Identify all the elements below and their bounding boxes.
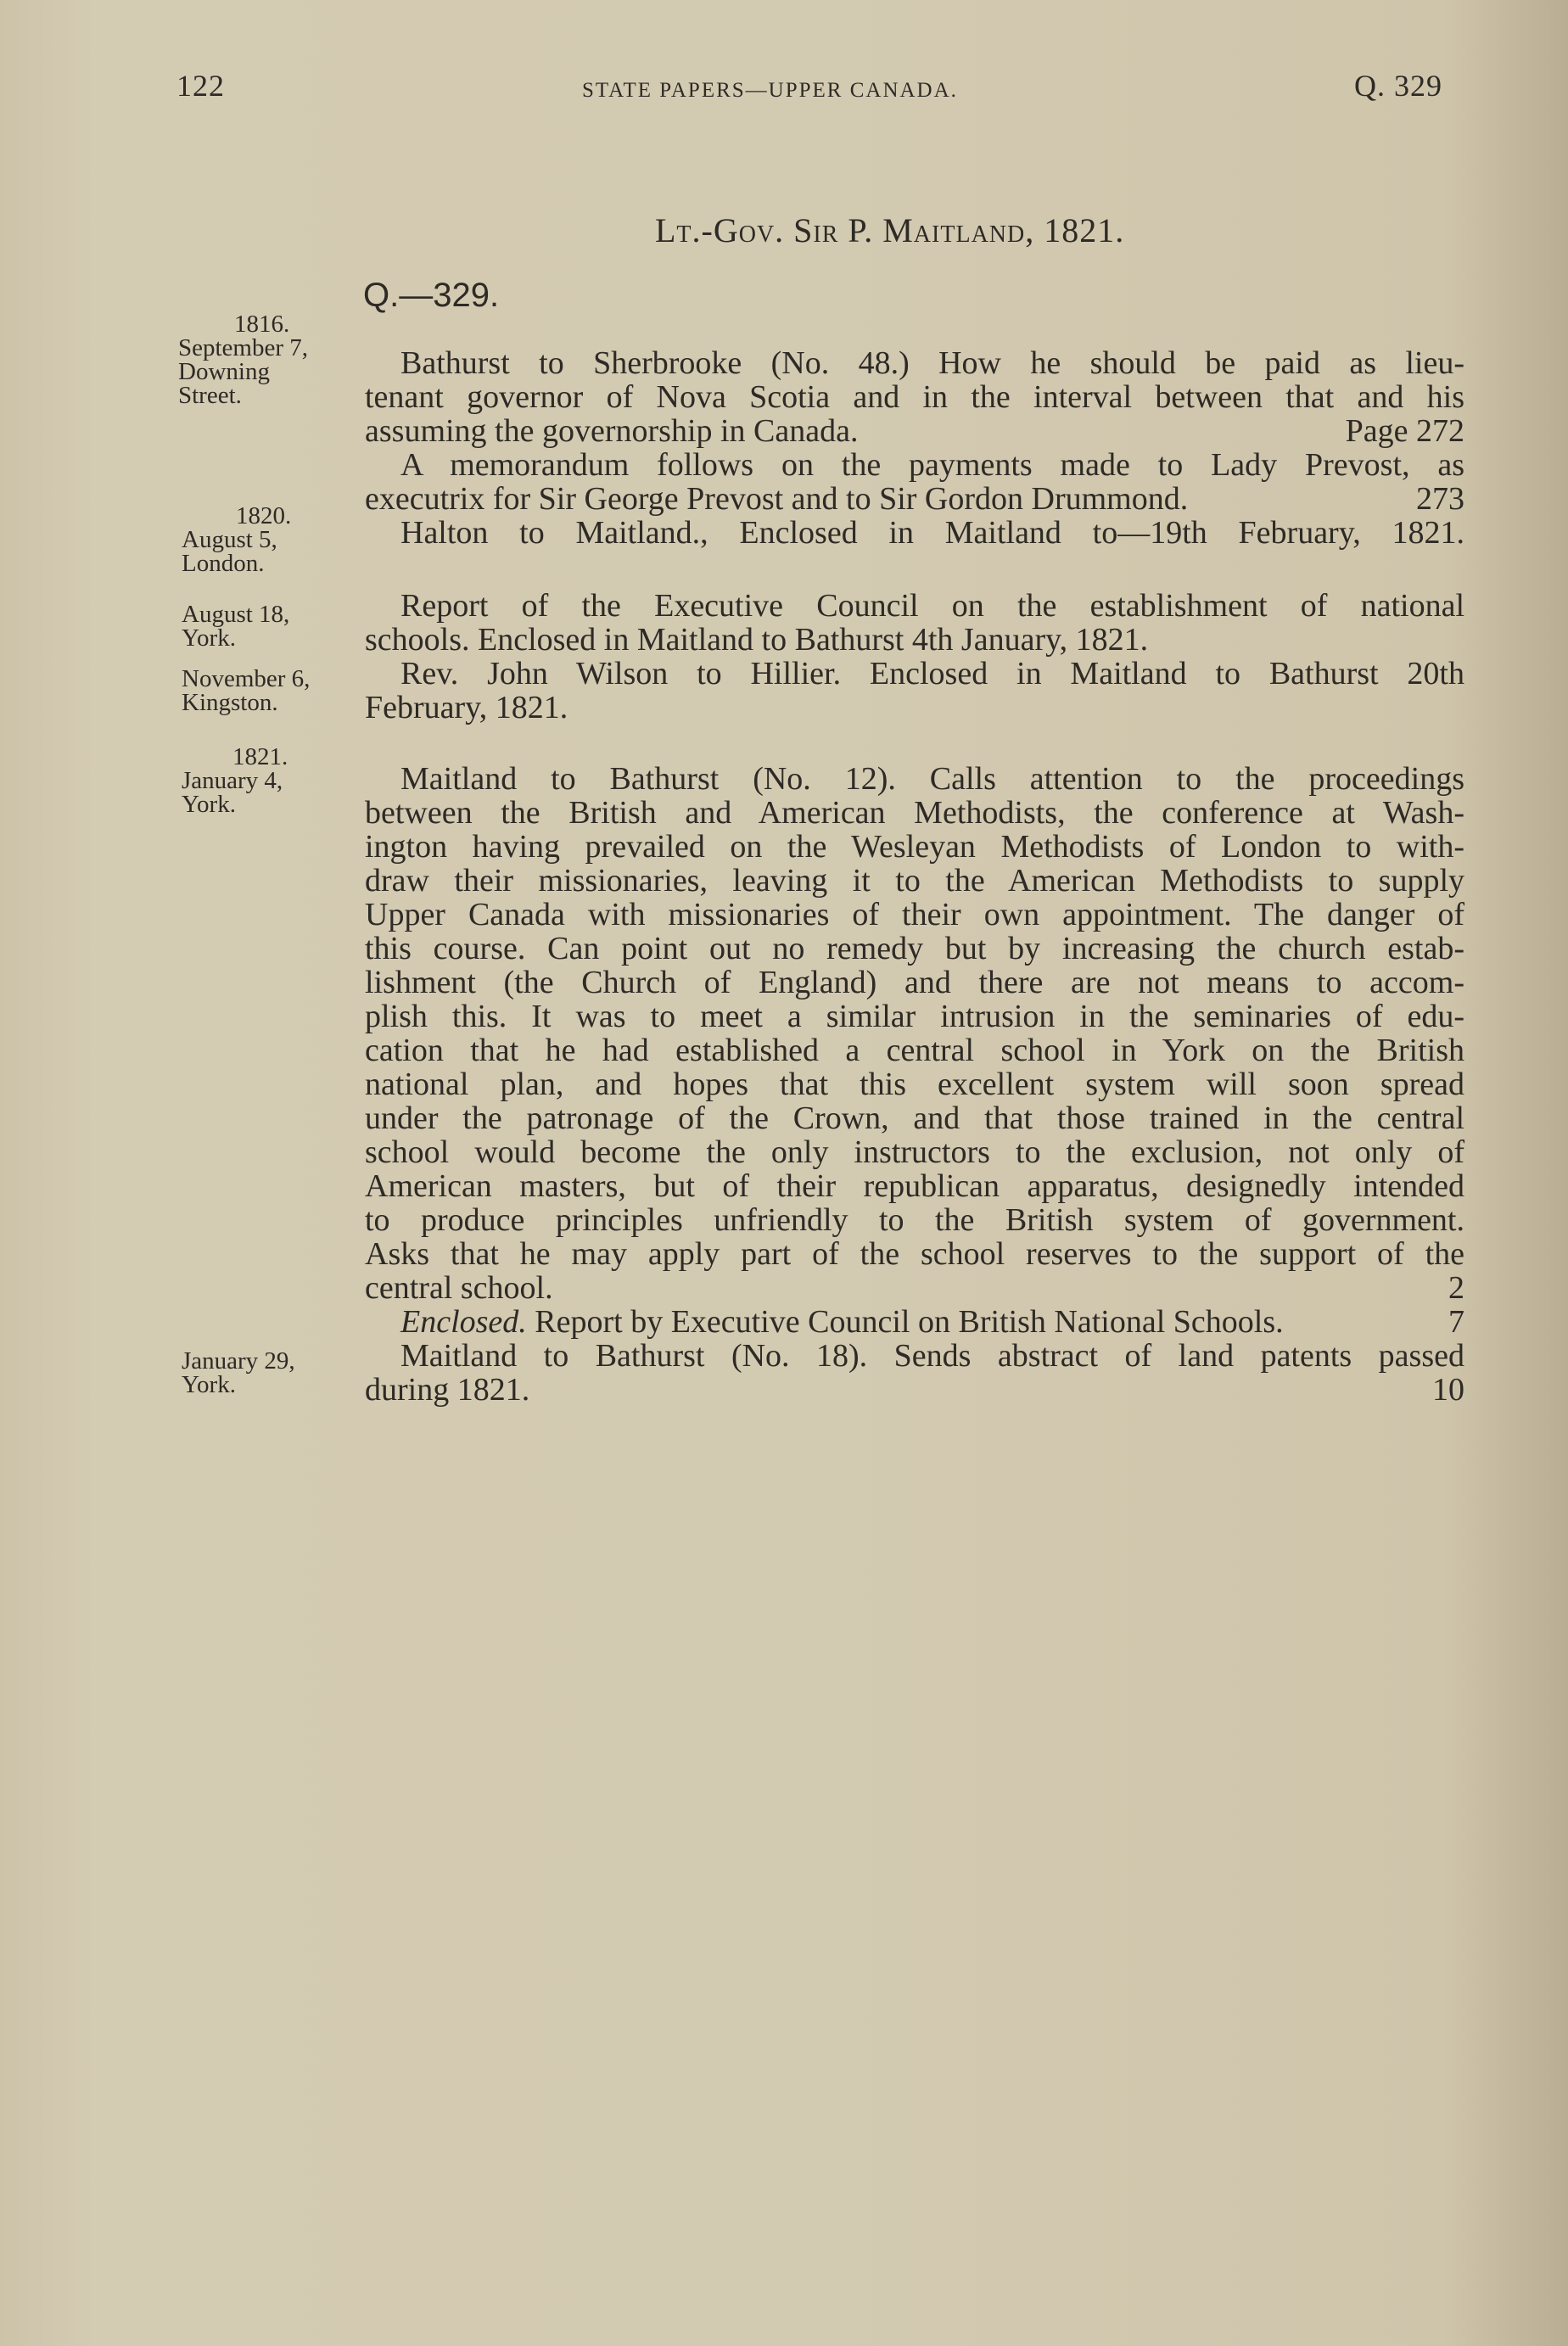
page-number: 122 [176,69,225,103]
body-line: tenant governor of Nova Scotia and in the interval between that and his [365,379,1464,415]
body-line: Halton to Maitland., Enclosed in Maitland to—19th February, 1821. [400,515,1464,551]
body-line: national plan, and hopes that this excellent system will soon spread [365,1067,1464,1102]
body-line: American masters, but of their republican apparatus, designedly intended [365,1168,1464,1204]
margin-note-line: Kingston. [182,689,278,716]
margin-note-line: 1816. [234,311,290,338]
body-line: Maitland to Bathurst (No. 18). Sends abstract of land patents passed [400,1338,1464,1374]
margin-note-line: Street. [178,382,242,409]
body-line: plish this. It was to meet a similar intrusion in the seminaries of edu- [365,999,1464,1034]
body-line: Upper Canada with missionaries of their own appointment. The danger of [365,897,1464,932]
margin-note-line: November 6, [182,665,311,692]
body-line-text: during 1821. [365,1372,530,1408]
body-line: Report of the Executive Council on the establishment of national [400,588,1464,624]
body-line: February, 1821. [365,690,568,725]
body-line: school would become the only instructors to the exclusion, not only of [365,1134,1464,1170]
margin-note-line: 1820. [236,502,292,529]
margin-note-line: January 4, [182,767,283,794]
body-line [365,480,1464,518]
body-line: to produce principles unfriendly to the British system of government. [365,1202,1464,1238]
page-reference: 7 [1448,1304,1464,1340]
section-label: Q.—329. [363,277,500,314]
margin-note-line: York. [182,1371,236,1398]
margin-note-line: August 5, [182,526,277,553]
margin-note-line: London. [182,550,265,577]
body-line-text: Report by Executive Council on British National Schools. [535,1304,1284,1340]
body-line: schools. Enclosed in Maitland to Bathurst 4th January, 1821. [365,622,1149,658]
margin-note-line: Downing [178,358,270,385]
page-reference: Page 272 [1345,413,1464,449]
body-line [365,1303,1464,1341]
body-line-text: central school. [365,1270,553,1306]
body-line: ington having prevailed on the Wesleyan Methodists of London to with- [365,829,1464,865]
margin-note-line: September 7, [178,334,309,361]
body-line: this course. Can point out no remedy but by increasing the church estab- [365,931,1464,966]
margin-note-line: York. [182,624,236,652]
margin-note [182,1349,295,1397]
page-reference: 10 [1432,1372,1464,1408]
body-line-text: executrix for Sir George Prevost and to Sir Gordon Drummond. [365,481,1189,517]
body-line [365,1269,1464,1307]
margin-note [182,504,291,575]
body-line: Bathurst to Sherbrooke (No. 48.) How he should be paid as lieu- [400,345,1464,381]
body-line [365,1371,1464,1408]
body-line: Rev. John Wilson to Hillier. Enclosed in Maitland to Bathurst 20th [400,656,1464,691]
margin-note [182,745,288,816]
margin-note-line: 1821. [232,743,288,770]
body-line: between the British and American Methodists, the conference at Wash- [365,795,1464,831]
margin-note-line: York. [182,791,236,818]
running-title: STATE PAPERS—UPPER CANADA. [582,79,958,102]
margin-note-line: January 29, [182,1347,295,1375]
body-line: Asks that he may apply part of the school reserves to the support of the [365,1236,1464,1272]
section-heading: Lt.-Gov. Sir P. Maitland, 1821. [655,211,1125,249]
margin-note [178,312,308,407]
body-line: Maitland to Bathurst (No. 12). Calls attention to the proceedings [400,761,1464,797]
body-line: draw their missionaries, leaving it to the American Methodists to supply [365,863,1464,899]
body-line: cation that he had established a central school in York on the British [365,1033,1464,1068]
enclosed-label: Enclosed. [400,1304,527,1340]
body-line-text: assuming the governorship in Canada. [365,413,859,449]
body-line [365,412,1464,450]
margin-note-line: August 18, [182,601,290,628]
body-line: A memorandum follows on the payments made to Lady Prevost, as [400,447,1464,483]
page-reference: 273 [1416,481,1464,517]
volume-reference: Q. 329 [1354,69,1442,103]
page-reference: 2 [1448,1270,1464,1306]
margin-note [182,602,289,650]
body-line: lishment (the Church of England) and there are not means to accom- [365,965,1464,1000]
body-line: under the patronage of the Crown, and that those trained in the central [365,1100,1464,1136]
margin-note [182,667,310,714]
